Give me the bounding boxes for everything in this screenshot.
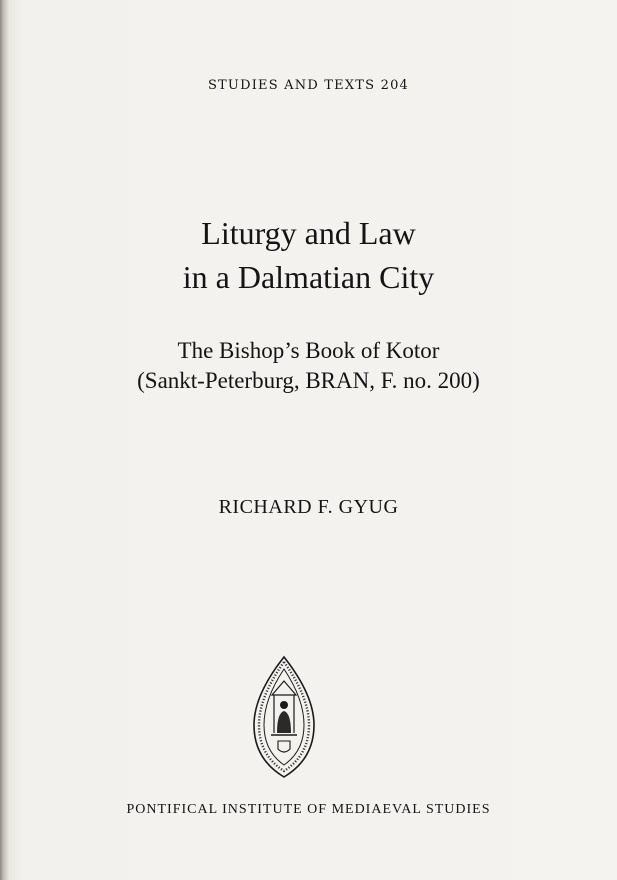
series-label: STUDIES AND TEXTS 204	[207, 78, 410, 93]
institute-seal-icon	[252, 655, 316, 779]
publisher-name: PONTIFICAL INSTITUTE OF MEDIAEVAL STUDIES	[126, 802, 491, 817]
title-line-2: in a Dalmatian City	[182, 259, 435, 295]
book-subtitle	[0, 336, 617, 396]
subtitle-line-1: The Bishop’s Book of Kotor	[177, 338, 440, 363]
subtitle-line-2: (Sankt-Peterburg, BRAN, F. no. 200)	[137, 368, 480, 393]
book-title	[0, 211, 617, 299]
author-name: RICHARD F. GYUG	[218, 496, 399, 518]
title-line-1: Liturgy and Law	[201, 215, 416, 251]
